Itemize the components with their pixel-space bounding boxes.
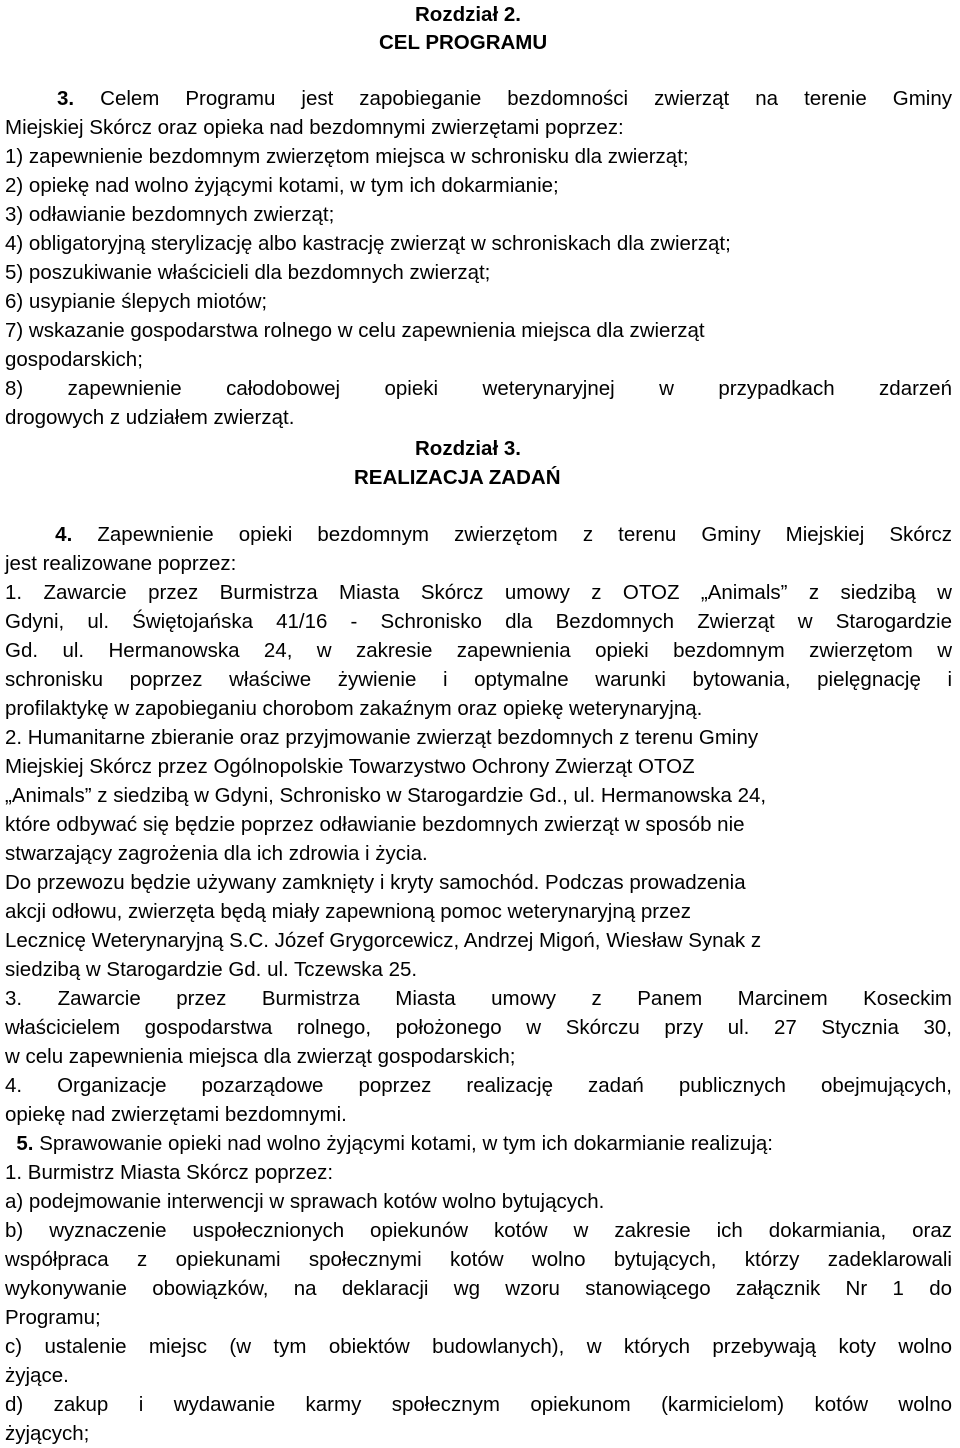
chapter-2-title: Rozdział 2. [415,3,521,26]
section-4-line: Gdyni, ul. Świętojańska 41/16 - Schronisko dla Bezdomnych Zwierząt w Starogardzie [5,610,952,633]
section-3-item: drogowych z udziałem zwierząt. [5,406,295,429]
section-4-line: „Animals” z siedzibą w Gdyni, Schronisko w Starogardzie Gd., ul. Hermanowska 24, [5,784,767,807]
section-5-line: d) zakup i wydawanie karmy społecznym opiekunom (karmicielom) kotów wolno [5,1393,952,1416]
section-3-number: 3. [57,87,75,110]
section-4-line: Do przewozu będzie używany zamknięty i kryty samochód. Podczas prowadzenia [5,871,746,894]
section-4-number: 4. [55,523,73,546]
section-5-line: 5. Sprawowanie opieki nad wolno żyjącymi kotami, w tym ich dokarmianie realizują: [16,1132,773,1155]
section-4-line: 3. Zawarcie przez Burmistrza Miasta umowy z Panem Marcinem Koseckim [5,987,952,1010]
section-3-intro-line-1: 3. Celem Programu jest zapobieganie bezdomności zwierząt na terenie Gminy [57,87,952,110]
section-4-line: schronisku poprzez właściwe żywienie i optymalne warunki bytowania, pielęgnację i [5,668,952,691]
section-5-line: b) wyznaczenie uspołecznionych opiekunów kotów w zakresie ich dokarmiania, oraz [5,1219,952,1242]
section-4-line: stwarzający zagrożenia dla ich zdrowia i życia. [5,842,428,865]
section-4-line: Miejskiej Skórcz przez Ogólnopolskie Towarzystwo Ochrony Zwierząt OTOZ [5,755,695,778]
section-4-line: jest realizowane poprzez: [5,552,237,575]
section-5-line: współpraca z opiekunami społecznymi kotów wolno bytujących, którzy zadeklarowali [5,1248,952,1271]
chapter-3-subtitle: REALIZACJA ZADAŃ [354,466,561,489]
chapter-3-title: Rozdział 3. [415,437,521,460]
section-4-line: w celu zapewnienia miejsca dla zwierząt gospodarskich; [5,1045,516,1068]
section-3-item: 5) poszukiwanie właścicieli dla bezdomnych zwierząt; [5,261,491,284]
section-3-item: 6) usypianie ślepych miotów; [5,290,268,313]
chapter-2-subtitle: CEL PROGRAMU [379,31,548,54]
section-4-line: właścicielem gospodarstwa rolnego, położonego w Skórczu przy ul. 27 Stycznia 30, [5,1016,952,1039]
section-5-line: c) ustalenie miejsc (w tym obiektów budowlanych), w których przebywają koty wolno [5,1335,952,1358]
section-3-item: 1) zapewnienie bezdomnym zwierzętom miejsca w schronisku dla zwierząt; [5,145,689,168]
section-3-item: 2) opiekę nad wolno żyjącymi kotami, w tym ich dokarmianie; [5,174,559,197]
section-4-line: 2. Humanitarne zbieranie oraz przyjmowanie zwierząt bezdomnych z terenu Gminy [5,726,759,749]
section-5-line: żyjące. [5,1364,69,1387]
section-3-item: 4) obligatoryjną sterylizację albo kastrację zwierząt w schroniskach dla zwierząt; [5,232,731,255]
section-5-line: 1. Burmistrz Miasta Skórcz poprzez: [5,1161,334,1184]
section-4-line: Gd. ul. Hermanowska 24, w zakresie zapewnienia opieki bezdomnym zwierzętom w [5,639,952,662]
section-3-item: gospodarskich; [5,348,143,371]
section-4-line: 4. Organizacje pozarządowe poprzez realizację zadań publicznych obejmujących, [5,1074,952,1097]
section-4-line: 4. Zapewnienie opieki bezdomnym zwierzętom z terenu Gminy Miejskiej Skórcz [55,523,952,546]
section-5-line: a) podejmowanie interwencji w sprawach kotów wolno bytujących. [5,1190,605,1213]
section-5-number: 5. [16,1132,34,1155]
section-4-line: Lecznicę Weterynaryjną S.C. Józef Grygorcewicz, Andrzej Migoń, Wiesław Synak z [5,929,762,952]
section-4-line: akcji odłowu, zwierzęta będą miały zapewnioną pomoc weterynaryjną przez [5,900,691,923]
section-4-line: siedzibą w Starogardzie Gd. ul. Tczewska 25. [5,958,418,981]
section-3-item: 8) zapewnienie całodobowej opieki weterynaryjnej w przypadkach zdarzeń [5,377,952,400]
section-3-item: 3) odławianie bezdomnych zwierząt; [5,203,335,226]
section-5-line: wykonywanie obowiązków, na deklaracji wg wzoru stanowiącego załącznik Nr 1 do [5,1277,952,1300]
section-3-item: 7) wskazanie gospodarstwa rolnego w celu zapewnienia miejsca dla zwierząt [5,319,705,342]
section-4-line: 1. Zawarcie przez Burmistrza Miasta Skórcz umowy z OTOZ „Animals” z siedzibą w [5,581,952,604]
section-4-line: profilaktykę w zapobieganiu chorobom zakaźnym oraz opiekę weterynaryjną. [5,697,703,720]
section-3-intro-line-2: Miejskiej Skórcz oraz opieka nad bezdomnymi zwierzętami poprzez: [5,116,624,139]
section-4-line: opiekę nad zwierzętami bezdomnymi. [5,1103,347,1126]
section-5-line: Programu; [5,1306,101,1329]
section-4-line: które odbywać się będzie poprzez odławianie bezdomnych zwierząt w sposób nie [5,813,745,836]
section-5-line: żyjących; [5,1422,90,1445]
